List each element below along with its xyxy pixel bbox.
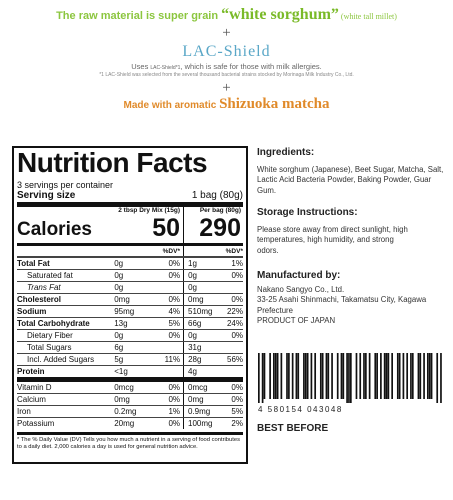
dv-dry-mix: 0% <box>168 331 181 340</box>
amount-dry-mix: <1g <box>114 367 128 376</box>
barcode-bar <box>427 353 429 399</box>
dv-dry-mix: 0% <box>168 395 180 404</box>
barcode-bar <box>350 353 352 403</box>
storage-section <box>257 208 447 256</box>
column-dry-mix <box>114 207 183 243</box>
column-per-bag-caption: Per bag (80g) <box>199 207 241 214</box>
barcode-bar <box>297 353 299 399</box>
nutrient-name: Sodium <box>17 307 47 316</box>
dv-per-bag: 1% <box>231 259 243 268</box>
amount-per-bag: 31g <box>183 342 214 353</box>
barcode-bar <box>262 353 264 403</box>
calories-dry-mix: 50 <box>152 214 181 242</box>
header-line-sorghum <box>0 6 453 24</box>
barcode-bar <box>376 353 378 399</box>
barcode-bar <box>436 353 438 403</box>
barcode-bar <box>418 353 420 399</box>
nutrient-row <box>17 281 243 293</box>
barcode-bar <box>359 353 361 399</box>
ingredients-title: Ingredients: <box>257 147 315 158</box>
serving-size-row <box>17 190 243 207</box>
nutrient-name: Total Fat <box>17 259 50 268</box>
ingredients-text: White sorghum (Japanese), Beet Sugar, Matcha, Salt, Lactic Acid Bacteria Powder, Baking Powder, Guar Gum. <box>257 164 444 195</box>
barcode-bar <box>269 353 271 399</box>
nutrient-name: Protein <box>17 367 45 376</box>
header-line1-suffix: (white tall millet) <box>338 12 397 21</box>
barcode-bar <box>403 353 405 399</box>
dv-dry-mix: 0% <box>168 419 180 428</box>
dv-per-bag: 24% <box>226 319 243 328</box>
nutrient-name: Potassium <box>17 419 55 428</box>
uses-prefix: Uses <box>131 62 151 71</box>
barcode-bar <box>374 353 376 399</box>
nutrient-row <box>17 365 243 377</box>
nutrient-name: Iron <box>17 407 31 416</box>
manufacturer-name: Nakano Sangyo Co., Ltd. <box>257 284 345 294</box>
barcode-bar <box>337 353 339 399</box>
column-dry-mix-caption: 2 tbsp Dry Mix (15g) <box>118 207 181 214</box>
barcode-bar <box>440 353 442 403</box>
nutrient-name: Dietary Fiber <box>27 331 73 340</box>
nutrient-name: Saturated fat <box>27 271 73 280</box>
amount-dry-mix: 5g <box>114 355 124 364</box>
amount-per-bag: 28g <box>183 354 214 365</box>
barcode-number: 4 580154 043048 <box>258 405 343 414</box>
dv-per-bag: 5% <box>231 407 243 416</box>
barcode-bar <box>399 353 401 399</box>
barcode-bar <box>397 353 399 399</box>
nutrient-row <box>17 305 243 317</box>
barcode-bar <box>348 353 350 403</box>
amount-dry-mix: 0g <box>114 331 124 340</box>
amount-dry-mix: 0mg <box>114 395 130 404</box>
header-line1-prefix: The raw material is super grain <box>56 10 222 22</box>
nutrient-row <box>17 293 243 305</box>
barcode-bar <box>363 353 365 399</box>
amount-dry-mix: 0.2mg <box>114 407 137 416</box>
barcode-bar <box>356 353 358 399</box>
barcode-bar <box>412 353 414 399</box>
dv-dry-mix: 0% <box>168 259 180 268</box>
amount-dry-mix: 13g <box>114 319 128 328</box>
dv-dry-mix: 5% <box>168 319 180 328</box>
dv-per-bag: 56% <box>227 355 244 364</box>
nutrient-row <box>17 341 243 353</box>
nutrition-facts-title: Nutrition Facts <box>17 147 208 178</box>
storage-title: Storage Instructions: <box>257 207 358 218</box>
barcode-bar <box>305 353 307 399</box>
barcode-bar <box>331 353 333 399</box>
best-before-label: BEST BEFORE <box>257 423 329 434</box>
dv-header-row <box>17 246 243 257</box>
barcode-bar <box>431 353 433 399</box>
header-line3-prefix: Made with aromatic <box>123 100 220 111</box>
dv-dry-mix: 0% <box>168 295 180 304</box>
calories-label: Calories <box>17 219 92 240</box>
barcode-bar <box>307 353 309 399</box>
amount-per-bag: 0g <box>183 330 214 341</box>
amount-dry-mix: 20mg <box>114 419 135 428</box>
amount-per-bag: 0mg <box>183 394 214 405</box>
barcode-bar <box>391 353 393 399</box>
barcode-bar <box>311 353 313 399</box>
lac-shield-title: LAC-Shield <box>182 43 271 60</box>
nutrient-row <box>17 405 243 417</box>
nutrient-name: Vitamin D <box>17 383 52 392</box>
header-line3-highlight: Shizuoka matcha <box>219 96 330 112</box>
storage-text: Please store away from direct sunlight, high temperatures, high humidity, and strong odors. <box>257 224 408 255</box>
amount-dry-mix: 0g <box>114 271 124 280</box>
dv-header-a: %DV* <box>162 247 180 255</box>
calories-per-bag: 290 <box>199 214 241 242</box>
dv-footnote: * The % Daily Value (DV) Tells you how much a nutrient in a serving of food contributes to a daily diet. 2,000 calories a day is used for general nutrition advice. <box>17 432 243 451</box>
nutrient-rows <box>17 257 243 429</box>
dv-dry-mix: 4% <box>168 307 180 316</box>
amount-per-bag: 66g <box>183 318 214 329</box>
dv-dry-mix: 0% <box>168 383 180 392</box>
dv-per-bag: 0% <box>231 395 243 404</box>
dv-dry-mix: 1% <box>168 407 180 416</box>
amount-per-bag: 0g <box>183 282 214 293</box>
barcode-bar <box>406 353 408 399</box>
nutrient-name: Total Sugars <box>27 343 72 352</box>
nutrient-name: Calcium <box>17 395 46 404</box>
barcode-bar <box>423 353 425 399</box>
barcode-bar <box>410 353 412 399</box>
barcode-bar <box>386 353 388 399</box>
barcode-image <box>258 353 442 403</box>
uses-brand: LAC-Shield*1 <box>150 65 181 71</box>
amount-per-bag: 0g <box>183 270 214 281</box>
dv-per-bag: 0% <box>231 383 243 392</box>
column-per-bag <box>183 207 243 243</box>
nutrient-name: Incl. Added Sugars <box>27 355 95 364</box>
barcode-bar <box>288 353 290 399</box>
dv-per-bag: 22% <box>226 307 243 316</box>
dv-per-bag: 0% <box>231 271 244 280</box>
barcode-bar <box>342 353 344 399</box>
nutrient-row <box>17 353 243 365</box>
manufacturer-section <box>257 271 447 327</box>
nutrition-facts-panel <box>12 146 248 464</box>
uses-suffix: , which is safe for those with milk allergies. <box>180 62 322 71</box>
nutrient-row <box>17 329 243 341</box>
barcode-bar <box>327 353 329 399</box>
barcode-bar <box>388 353 390 399</box>
barcode-bar <box>380 353 382 399</box>
barcode-bar <box>273 353 275 399</box>
barcode-bar <box>384 353 386 399</box>
amount-per-bag: 0mcg <box>183 382 214 393</box>
amount-dry-mix: 0g <box>114 283 124 292</box>
nutrient-name: Trans Fat <box>27 283 61 292</box>
barcode-bar <box>258 353 260 403</box>
serving-size-value: 1 bag (80g) <box>191 190 243 201</box>
barcode-bar <box>341 353 343 399</box>
nutrient-row <box>17 317 243 329</box>
barcode-bar <box>296 353 298 399</box>
ingredients-section <box>257 148 447 196</box>
barcode-bar <box>429 353 431 399</box>
barcode-bar <box>292 353 294 399</box>
header-line1-highlight: “white sorghum” <box>221 6 339 23</box>
nutrient-row <box>17 393 243 405</box>
barcode-bar <box>320 353 322 399</box>
lac-shield-footnote: *1 LAC-Shield was selected from the several thousand bacterial strains stocked by Morinaga Milk Industry Co., Ltd. <box>99 72 354 78</box>
barcode-bar <box>303 353 305 399</box>
dv-header-b: %DV* <box>225 247 243 255</box>
barcode-bar <box>281 353 283 399</box>
manufacturer-address: 33-25 Asahi Shinmachi, Takamatsu City, Kagawa Prefecture <box>257 295 427 315</box>
manufacturer-title: Manufactured by: <box>257 270 341 281</box>
nutrient-row <box>17 269 243 281</box>
dv-per-bag: 0% <box>231 331 244 340</box>
barcode-bar <box>419 353 421 399</box>
barcode-bar <box>275 353 277 399</box>
header-line-matcha <box>0 95 453 113</box>
dv-dry-mix: 11% <box>164 355 181 364</box>
amount-per-bag: 1g <box>183 258 214 269</box>
amount-per-bag: 0.9mg <box>183 406 214 417</box>
uses-line <box>0 62 453 71</box>
barcode-bar <box>322 353 324 399</box>
product-origin: PRODUCT OF JAPAN <box>257 316 336 325</box>
barcode-bar <box>369 353 371 399</box>
barcode-bar <box>286 353 288 399</box>
calories-row <box>17 207 243 246</box>
nutrient-row <box>17 257 243 269</box>
nutrient-row <box>17 417 243 429</box>
barcode-bar <box>277 353 279 399</box>
barcode-bar <box>346 353 348 403</box>
amount-dry-mix: 0g <box>114 259 124 268</box>
amount-dry-mix: 0mcg <box>114 383 134 392</box>
nutrient-row <box>17 377 243 393</box>
amount-dry-mix: 0mg <box>114 295 130 304</box>
barcode-bar <box>365 353 367 399</box>
amount-per-bag: 4g <box>183 366 214 377</box>
amount-per-bag: 100mg <box>183 418 214 429</box>
barcode-bar <box>264 353 266 399</box>
barcode-bar <box>314 353 316 399</box>
dv-per-bag: 2% <box>231 419 243 428</box>
amount-per-bag: 0mg <box>183 294 214 305</box>
plus-sign-1: + <box>222 25 231 41</box>
nutrient-name: Total Carbohydrate <box>17 319 90 328</box>
nutrient-name: Cholesterol <box>17 295 62 304</box>
serving-size-label: Serving size <box>17 190 76 201</box>
amount-dry-mix: 6g <box>114 343 124 352</box>
dv-per-bag: 0% <box>231 295 243 304</box>
amount-per-bag: 510mg <box>183 306 214 317</box>
amount-dry-mix: 95mg <box>114 307 135 316</box>
dv-dry-mix: 0% <box>168 271 181 280</box>
barcode-bar <box>326 353 328 399</box>
plus-sign-2: + <box>222 80 231 96</box>
servings-per-container: 3 servings per container <box>17 180 114 190</box>
